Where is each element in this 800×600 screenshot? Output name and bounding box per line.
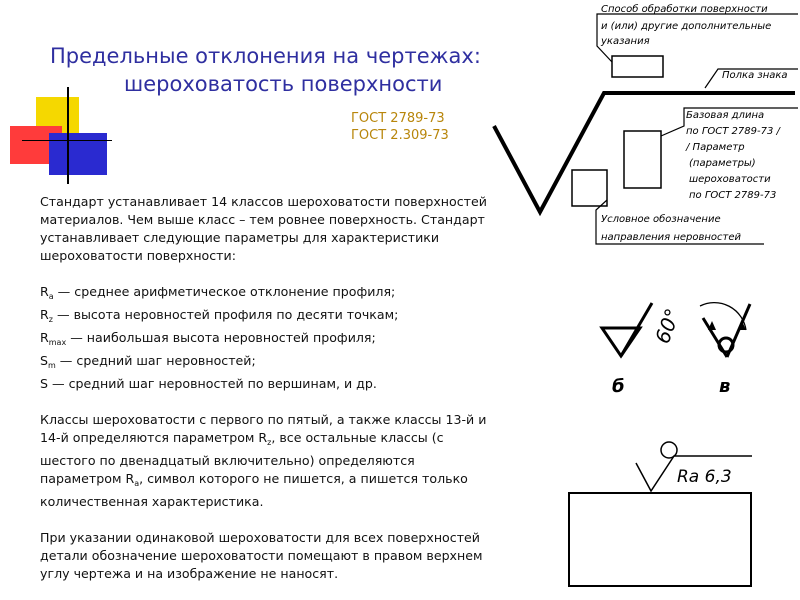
roughness-sign-diagram bbox=[488, 0, 800, 260]
classes-paragraph: Классы шероховатости с первого по пятый, а также классы 13-й и 14-й определяются параметром $R_z$, все остальные классы (с шестого по двенадцатый включительно) определяются параметром $R_a$, символ которого не пишется, а пишется только количественная характеристика. bbox=[40, 412, 487, 509]
deco-vertical-line bbox=[67, 87, 69, 184]
letter-b: б bbox=[612, 376, 625, 397]
param-rz: $R_z$ — высота неровностей профиля по десяти точкам; bbox=[40, 307, 399, 324]
deco-horizontal-line bbox=[22, 140, 112, 141]
param-ra: $R_a$ — среднее арифметическое отклонение профиля; bbox=[40, 284, 396, 301]
param-s: S — средний шаг неровностей по вершинам, и др. bbox=[40, 376, 377, 391]
gost-standard-1: ГОСТ 2789-73 bbox=[351, 111, 445, 126]
direction-label-line1: Условное обозначение bbox=[601, 214, 721, 225]
body-text bbox=[40, 193, 500, 583]
method-label-line2: и (или) другие дополнительные bbox=[601, 21, 772, 32]
slide-title-line2: шероховатость поверхности bbox=[124, 72, 443, 96]
base-label-line6: по ГОСТ 2789-73 bbox=[689, 190, 777, 201]
method-label-line1: Способ обработки поверхности bbox=[601, 4, 768, 15]
gost-standard-2: ГОСТ 2.309-73 bbox=[351, 128, 449, 143]
roughness-variants-figure bbox=[590, 290, 760, 400]
method-label-line3: указания bbox=[601, 36, 650, 47]
slide-title-line1: Предельные отклонения на чертежах: bbox=[50, 44, 481, 68]
base-label-line1: Базовая длина bbox=[686, 110, 765, 121]
same-roughness-paragraph: При указании одинаковой шероховатости для всех поверхностей детали обозначение шероховатости помещают в правом верхнем углу чертежа и на изображение не наносят. bbox=[40, 530, 483, 581]
angle-label: 60° bbox=[650, 305, 685, 347]
direction-label-line2: направления неровностей bbox=[601, 232, 742, 243]
intro-paragraph: Стандарт устанавливает 14 классов шероховатости поверхностей материалов. Чем выше класс – тем ровнее поверхность. Стандарт устанавливает следующие параметры для характеристики шероховатости поверхности: bbox=[40, 194, 487, 263]
letter-v: в bbox=[719, 376, 731, 397]
base-label-line4: (параметры) bbox=[689, 158, 756, 169]
param-sm: $S_m$ — средний шаг неровностей; bbox=[40, 353, 256, 370]
ra-value-label: Ra 6,3 bbox=[677, 467, 732, 487]
base-label-line2: по ГОСТ 2789-73 / bbox=[686, 126, 780, 137]
param-rmax: $R_{max}$ — наибольшая высота неровностей профиля; bbox=[40, 330, 376, 347]
base-label-line5: шероховатости bbox=[689, 174, 771, 185]
shelf-label: Полка знака bbox=[722, 70, 788, 81]
base-label-line3: / Параметр bbox=[686, 142, 745, 153]
ra-example-drawing bbox=[560, 438, 760, 590]
